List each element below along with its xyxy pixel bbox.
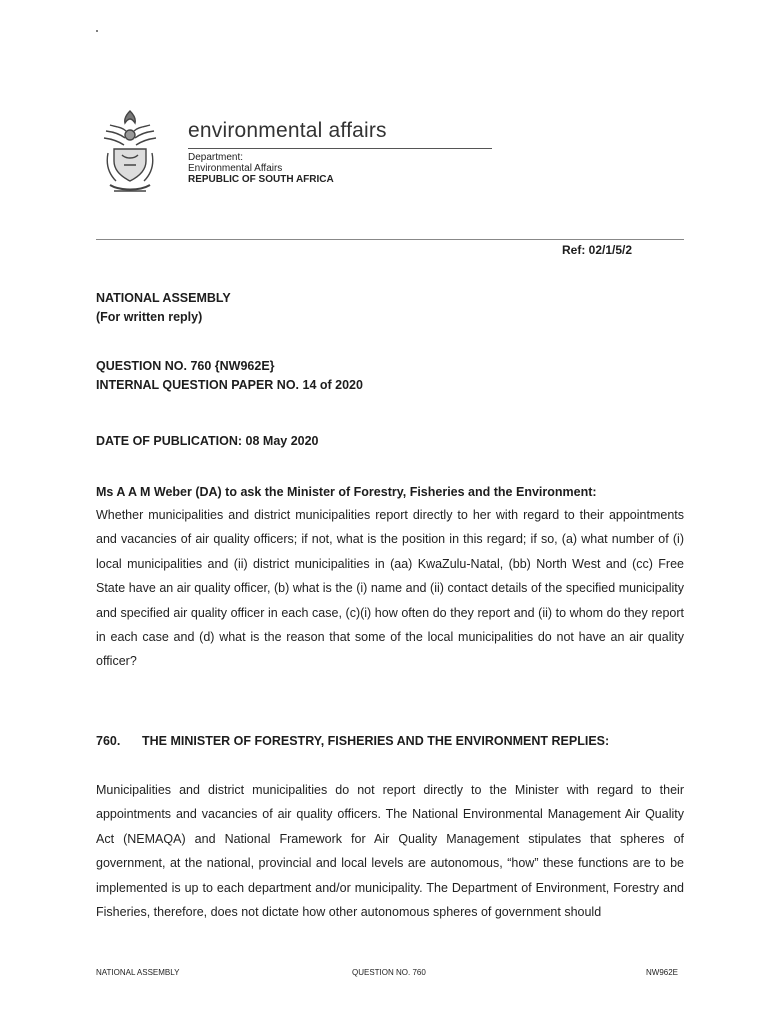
question-number: QUESTION NO. 760 {NW962E} [96, 359, 275, 373]
footer-left: NATIONAL ASSEMBLY [96, 968, 180, 977]
assembly-block [96, 289, 231, 327]
question-text: Whether municipalities and district municipalities report directly to her with regard to their appointments and vacancies of air quality officers; if not, what is the position in this regard; if so, (a) what number of (i) local municipalities and (ii) district municipalities in (aa) KwaZulu-Natal, (bb) North West and (cc) Free State have an air quality officer, (b) what is the (i) name and (ii) contact details of the specified municipality and specified air quality officer in each case, (c)(i) how often do they report and (ii) to whom do they report in each case and (d) what is the reason that some of the local municipalities do not have an air quality officer? [96, 508, 684, 669]
department-brand: environmental affairs [188, 119, 387, 142]
question-info-block [96, 357, 363, 395]
header-divider [96, 239, 684, 240]
footer-right: NW962E [646, 968, 679, 977]
assembly-title: NATIONAL ASSEMBLY [96, 291, 231, 305]
reply-title: THE MINISTER OF FORESTRY, FISHERIES AND THE ENVIRONMENT REPLIES: [142, 734, 610, 748]
footer-center: QUESTION NO. 760 [352, 968, 426, 977]
country-name: REPUBLIC OF SOUTH AFRICA [188, 174, 334, 185]
publication-date: DATE OF PUBLICATION: 08 May 2020 [96, 434, 319, 448]
department-block [188, 152, 334, 185]
reference-number: Ref: 02/1/5/2 [562, 243, 633, 257]
department-name: Environmental Affairs [188, 163, 283, 174]
reply-heading [96, 734, 609, 748]
coat-of-arms-icon [98, 105, 162, 197]
question-asker: Ms A A M Weber (DA) to ask the Minister of Forestry, Fisheries and the Environment: [96, 485, 597, 499]
reply-number: 760. [96, 734, 121, 748]
brand-underline [188, 148, 492, 149]
reply-text: Municipalities and district municipalities do not report directly to the Minister with regard to their appointments and vacancies of air quality officers. The National Environmental Management Air Quality Act (NEMAQA) and National Framework for Air Quality Management stipulates that spheres of government, at the national, provincial and local levels are autonomous, “how” these functions are to be implemented is up to each department and/or municipality. The Department of Environment, Forestry and Fisheries, therefore, does not dictate how other autonomous spheres of government should [96, 783, 684, 920]
assembly-subtitle: (For written reply) [96, 310, 203, 324]
scan-speck [96, 30, 98, 32]
question-paper: INTERNAL QUESTION PAPER NO. 14 of 2020 [96, 378, 363, 392]
letterhead [98, 105, 398, 200]
department-label: Department: [188, 152, 244, 163]
